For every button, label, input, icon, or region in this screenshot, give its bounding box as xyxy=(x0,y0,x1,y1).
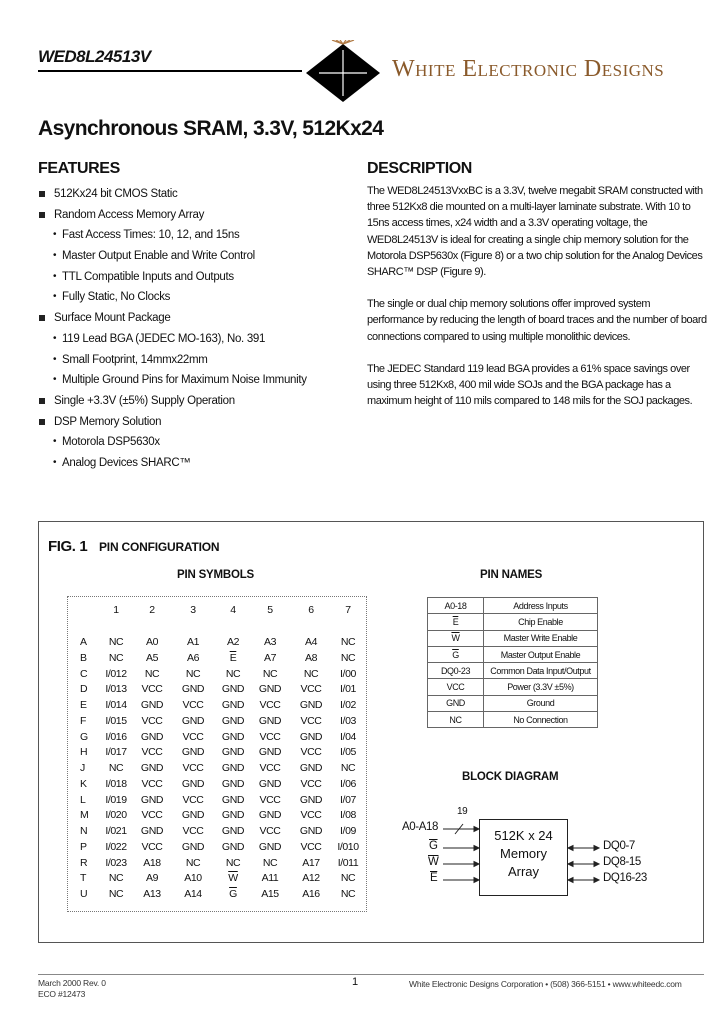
pin-column-header: 2 xyxy=(149,604,155,616)
pin-cell: I/016 xyxy=(105,730,127,743)
pin-name-row xyxy=(428,679,598,695)
pin-cell: A17 xyxy=(302,856,320,869)
company-name: White Electronic Designs xyxy=(392,56,665,82)
pin-name-description: Common Data Input/Output xyxy=(484,663,598,679)
pin-cell: NC xyxy=(262,667,278,680)
pin-cell: A11 xyxy=(261,872,279,885)
footer-eco: ECO #12473 xyxy=(38,989,86,999)
feature-item xyxy=(38,350,358,371)
pin-cell: GND xyxy=(221,746,245,759)
feature-text: Analog Devices SHARC™ xyxy=(62,456,191,469)
footer-date-revision: March 2000 Rev. 0 xyxy=(38,978,106,988)
pin-cell: A14 xyxy=(184,888,202,900)
feature-item xyxy=(38,246,358,267)
description-body xyxy=(367,183,707,425)
feature-text: 119 Lead BGA (JEDEC MO-163), No. 391 xyxy=(62,332,266,345)
feature-item xyxy=(38,432,358,453)
pin-cell: I/06 xyxy=(340,777,356,790)
pin-cell: NC xyxy=(144,667,160,680)
pin-cell: NC xyxy=(108,636,124,648)
pin-cell: NC xyxy=(225,856,241,869)
pin-cell: GND xyxy=(221,730,245,743)
description-paragraph: The single or dual chip memory solutions offer improved system performance by reducing the length of board traces and the number of board connections compared to using multiple monolithic devices. xyxy=(367,298,707,343)
dot-bullet-icon: • xyxy=(53,291,57,303)
pin-cell: $\overline{E}$ xyxy=(229,651,237,664)
pin-cell: I/019 xyxy=(105,793,127,806)
input-output-enable: $\overline{G}$ xyxy=(429,840,438,852)
feature-item xyxy=(38,370,358,391)
header-rule xyxy=(38,70,302,72)
pin-name-symbol: VCC xyxy=(428,679,484,695)
feature-text: Motorola DSP5630x xyxy=(62,436,160,449)
pin-cell: I/09 xyxy=(340,825,356,837)
pin-cell: A10 xyxy=(184,872,202,885)
pin-cell: I/02 xyxy=(340,699,356,711)
pin-cell: VCC xyxy=(300,840,322,853)
pin-cell: A12 xyxy=(302,872,320,885)
pin-cell: VCC xyxy=(259,793,281,806)
pin-cell: VCC xyxy=(259,762,281,774)
output-dq-high: DQ16-23 xyxy=(603,872,647,884)
pin-row-label: C xyxy=(80,667,88,680)
pin-row-label: K xyxy=(80,777,88,790)
pin-cell: VCC xyxy=(182,825,204,837)
pin-column-header: 1 xyxy=(113,604,119,616)
pin-cell: VCC xyxy=(182,793,204,806)
pin-row-label: M xyxy=(80,809,89,822)
pin-cell: NC xyxy=(340,762,356,774)
pin-name-symbol: $\overline{G}$ xyxy=(428,646,484,662)
pin-cell: I/018 xyxy=(105,777,127,790)
pin-cell: GND xyxy=(221,825,245,837)
description-paragraph: The WED8L24513VxxBC is a 3.3V, twelve megabit SRAM constructed with three 512Kx8 die mounted on a multi-layer laminate substrate. With 10 to 15ns access times, x24 width and a 3.3V operating voltage, the WED8L24513V is ideal for creating a single chip memory solution for the Motorola DSP5630x (Figure 8) or a two chip solution for the Analog Devices SHARC™ DSP (Figure 9). xyxy=(367,185,703,279)
pin-cell: NC xyxy=(340,651,356,664)
pin-cell: VCC xyxy=(141,840,163,853)
pin-cell: I/01 xyxy=(340,683,356,696)
square-bullet-icon xyxy=(39,315,45,321)
feature-item xyxy=(38,267,358,288)
feature-item xyxy=(38,308,358,329)
pin-cell: NC xyxy=(340,636,356,648)
feature-text: DSP Memory Solution xyxy=(54,415,162,428)
feature-text: Surface Mount Package xyxy=(54,312,171,325)
pin-cell: GND xyxy=(221,793,245,806)
square-bullet-icon xyxy=(39,419,45,425)
square-bullet-icon xyxy=(39,212,45,218)
features-heading: FEATURES xyxy=(38,160,120,177)
feature-item xyxy=(38,184,358,205)
pin-cell: NC xyxy=(340,872,356,885)
pin-cell: $\overline{G}$ xyxy=(229,888,237,900)
pin-name-row xyxy=(428,630,598,646)
pin-cell: GND xyxy=(181,714,205,727)
dot-bullet-icon: • xyxy=(53,250,57,262)
pin-column-header: 5 xyxy=(267,604,273,616)
pin-name-description: Chip Enable xyxy=(484,614,598,630)
pin-cell: NC xyxy=(108,762,124,774)
pin-cell: VCC xyxy=(141,746,163,759)
pin-cell: VCC xyxy=(300,809,322,822)
pin-cell: A3 xyxy=(263,636,277,648)
pin-cell: I/05 xyxy=(340,746,356,759)
pin-cell: GND xyxy=(258,777,282,790)
pin-cell: VCC xyxy=(259,730,281,743)
feature-item xyxy=(38,329,358,350)
pin-name-description: Power (3.3V ±5%) xyxy=(484,679,598,695)
pin-cell: GND xyxy=(258,746,282,759)
pin-cell: NC xyxy=(340,888,356,900)
pin-cell: VCC xyxy=(300,683,322,696)
feature-text: Random Access Memory Array xyxy=(54,208,205,221)
pin-row-label: T xyxy=(80,872,87,885)
pin-column-header: 7 xyxy=(345,604,351,616)
pin-cell: A9 xyxy=(145,872,159,885)
pin-name-description: Ground xyxy=(484,695,598,711)
bus-width-label: 19 xyxy=(457,806,468,817)
pin-name-row xyxy=(428,663,598,679)
pin-cell: GND xyxy=(221,777,245,790)
pin-cell: GND xyxy=(221,840,245,853)
pin-name-description: Master Write Enable xyxy=(484,630,598,646)
dot-bullet-icon: • xyxy=(53,374,57,386)
feature-text: 512Kx24 bit CMOS Static xyxy=(54,188,178,200)
pin-cell: NC xyxy=(185,856,201,869)
pin-cell: GND xyxy=(299,793,323,806)
pin-cell: I/012 xyxy=(105,667,127,680)
pin-name-symbol: A0-18 xyxy=(428,598,484,614)
pin-cell: GND xyxy=(221,714,245,727)
pin-name-symbol: $\overline{E}$ xyxy=(428,614,484,630)
square-bullet-icon xyxy=(39,191,45,197)
feature-text: Multiple Ground Pins for Maximum Noise Immunity xyxy=(62,374,307,387)
pin-cell: A15 xyxy=(261,888,279,900)
block-diagram-heading: BLOCK DIAGRAM xyxy=(462,771,559,783)
feature-item xyxy=(38,391,358,412)
pin-cell: NC xyxy=(108,888,124,900)
pin-row-label: J xyxy=(80,762,86,774)
input-chip-enable: $\overline{E}$ xyxy=(430,872,438,884)
pin-cell: NC xyxy=(108,872,124,885)
footer-rule xyxy=(38,974,704,975)
block-line: 512K x 24 xyxy=(494,828,553,843)
pin-cell: I/021 xyxy=(105,825,127,837)
pin-cell: GND xyxy=(221,762,245,774)
pin-cell: I/011 xyxy=(337,856,359,869)
pin-name-row xyxy=(428,598,598,614)
pin-name-row xyxy=(428,614,598,630)
pin-cell: GND xyxy=(221,809,245,822)
pin-name-symbol: $\overline{W}$ xyxy=(428,630,484,646)
pin-cell: NC xyxy=(225,667,241,680)
pin-row-label: E xyxy=(80,699,88,711)
pin-cell: GND xyxy=(299,699,323,711)
pin-cell: A13 xyxy=(143,888,161,900)
memory-array-label xyxy=(479,827,568,881)
figure-title: PIN CONFIGURATION xyxy=(99,540,220,554)
feature-text: Master Output Enable and Write Control xyxy=(62,250,255,263)
pin-cell: GND xyxy=(299,825,323,837)
pin-names-heading: PIN NAMES xyxy=(480,569,543,581)
pin-row-label: A xyxy=(80,636,88,648)
pin-cell: GND xyxy=(181,746,205,759)
pin-cell: I/08 xyxy=(340,809,356,822)
pin-cell: VCC xyxy=(259,699,281,711)
pin-name-row xyxy=(428,646,598,662)
pin-row-label: L xyxy=(80,793,86,806)
pin-cell: VCC xyxy=(182,699,204,711)
pin-cell: $\overline{W}$ xyxy=(228,872,238,885)
description-heading: DESCRIPTION xyxy=(367,160,472,177)
pin-cell: A16 xyxy=(302,888,320,900)
dot-bullet-icon: • xyxy=(53,436,57,448)
feature-item xyxy=(38,287,358,308)
pin-cell: GND xyxy=(140,730,164,743)
pin-cell: GND xyxy=(221,699,245,711)
pin-row-label: D xyxy=(80,683,88,696)
pin-cell: VCC xyxy=(300,777,322,790)
features-list xyxy=(38,184,358,474)
pin-cell: GND xyxy=(140,825,164,837)
pin-cell: A2 xyxy=(226,636,240,648)
pin-name-symbol: NC xyxy=(428,712,484,728)
pin-column-header: 3 xyxy=(190,604,196,616)
pin-cell: VCC xyxy=(300,714,322,727)
pin-cell: I/017 xyxy=(105,746,127,759)
pin-cell: I/03 xyxy=(340,714,356,727)
pin-row-label: N xyxy=(80,825,88,837)
pin-row-label: R xyxy=(80,856,88,869)
pin-row-label: P xyxy=(80,840,88,853)
feature-item xyxy=(38,453,358,474)
pin-name-row xyxy=(428,712,598,728)
pin-cell: VCC xyxy=(141,714,163,727)
pin-cell: VCC xyxy=(182,762,204,774)
pin-row-label: F xyxy=(80,714,87,727)
feature-item xyxy=(38,412,358,433)
pin-cell: VCC xyxy=(182,730,204,743)
pin-cell: NC xyxy=(108,651,124,664)
feature-item xyxy=(38,225,358,246)
output-dq-low: DQ0-7 xyxy=(603,840,635,852)
pin-cell: GND xyxy=(299,730,323,743)
pin-name-symbol: GND xyxy=(428,695,484,711)
pin-cell: GND xyxy=(258,714,282,727)
pin-row-label: H xyxy=(80,746,88,759)
pin-cell: A4 xyxy=(304,636,318,648)
pin-cell: A1 xyxy=(186,636,200,648)
pin-column-header: 6 xyxy=(308,604,314,616)
feature-item xyxy=(38,205,358,226)
pin-cell: GND xyxy=(181,777,205,790)
pin-names-table xyxy=(427,597,598,728)
pin-cell: I/015 xyxy=(105,714,127,727)
pin-row-label: B xyxy=(80,651,88,664)
document-title: Asynchronous SRAM, 3.3V, 512Kx24 xyxy=(38,117,384,140)
page-number: 1 xyxy=(352,976,359,988)
pin-cell: GND xyxy=(140,793,164,806)
pin-cell: GND xyxy=(140,762,164,774)
pin-cell: VCC xyxy=(259,825,281,837)
pin-cell: GND xyxy=(258,809,282,822)
input-address: A0-A18 xyxy=(402,821,438,833)
pin-cell: A8 xyxy=(304,651,318,664)
feature-text: Single +3.3V (±5%) Supply Operation xyxy=(54,394,235,407)
pin-cell: I/010 xyxy=(337,840,359,853)
pin-cell: NC xyxy=(262,856,278,869)
pin-cell: I/013 xyxy=(105,683,127,696)
pin-row-label: U xyxy=(80,888,88,900)
pin-symbols-heading: PIN SYMBOLS xyxy=(177,569,255,581)
pin-cell: NC xyxy=(303,667,319,680)
pin-cell: I/022 xyxy=(105,840,127,853)
pin-cell: GND xyxy=(299,762,323,774)
pin-cell: A6 xyxy=(186,651,200,664)
pin-cell: VCC xyxy=(141,809,163,822)
pin-cell: I/023 xyxy=(105,856,127,869)
block-line: Array xyxy=(507,864,540,879)
pin-row-label: G xyxy=(80,730,89,743)
feature-text: Small Footprint, 14mmx22mm xyxy=(62,353,208,366)
feature-text: TTL Compatible Inputs and Outputs xyxy=(62,270,234,283)
output-dq-mid: DQ8-15 xyxy=(603,856,641,868)
pin-cell: A0 xyxy=(145,636,159,648)
feature-text: Fully Static, No Clocks xyxy=(62,291,171,304)
pin-cell: A5 xyxy=(145,651,159,664)
pin-cell: I/07 xyxy=(340,793,356,806)
feature-text: Fast Access Times: 10, 12, and 15ns xyxy=(62,229,240,242)
square-bullet-icon xyxy=(39,398,45,404)
pin-cell: I/020 xyxy=(105,809,127,822)
figure-label: FIG. 1 xyxy=(48,538,88,555)
pin-cell: GND xyxy=(181,840,205,853)
pin-cell: GND xyxy=(181,809,205,822)
block-line: Memory xyxy=(500,846,547,861)
pin-cell: GND xyxy=(258,683,282,696)
pin-cell: GND xyxy=(258,840,282,853)
pin-cell: A18 xyxy=(143,856,161,869)
dot-bullet-icon: • xyxy=(53,353,57,365)
description-paragraph: The JEDEC Standard 119 lead BGA provides a 61% space savings over using three 512Kx8, 400 mil wide SOJs and the BGA package has a maximum height of 110 mils compared to 148 mils for the SOJ packages. xyxy=(367,362,693,408)
footer-contact: White Electronic Designs Corporation • (508) 366-5151 • www.whiteedc.com xyxy=(409,979,682,989)
pin-name-description: No Connection xyxy=(484,712,598,728)
pin-name-symbol: DQ0-23 xyxy=(428,663,484,679)
pin-cell: GND xyxy=(221,683,245,696)
pin-cell: VCC xyxy=(300,746,322,759)
pin-cell: VCC xyxy=(141,683,163,696)
pin-name-description: Master Output Enable xyxy=(484,646,598,662)
pin-cell: GND xyxy=(181,683,205,696)
pin-cell: A7 xyxy=(263,651,277,664)
dot-bullet-icon: • xyxy=(53,229,57,241)
input-write-enable: $\overline{W}$ xyxy=(428,856,439,868)
pin-cell: I/014 xyxy=(105,699,127,711)
pin-column-header: 4 xyxy=(230,604,236,616)
pin-cell: NC xyxy=(185,667,201,680)
pin-name-description: Address Inputs xyxy=(484,598,598,614)
dot-bullet-icon: • xyxy=(53,456,57,468)
pin-cell: I/00 xyxy=(340,667,356,680)
company-logo-icon xyxy=(302,40,384,106)
dot-bullet-icon: • xyxy=(53,270,57,282)
pin-cell: I/04 xyxy=(340,730,356,743)
pin-cell: VCC xyxy=(141,777,163,790)
dot-bullet-icon: • xyxy=(53,332,57,344)
pin-cell: GND xyxy=(140,699,164,711)
part-number: WED8L24513V xyxy=(38,47,151,66)
pin-name-row xyxy=(428,695,598,711)
